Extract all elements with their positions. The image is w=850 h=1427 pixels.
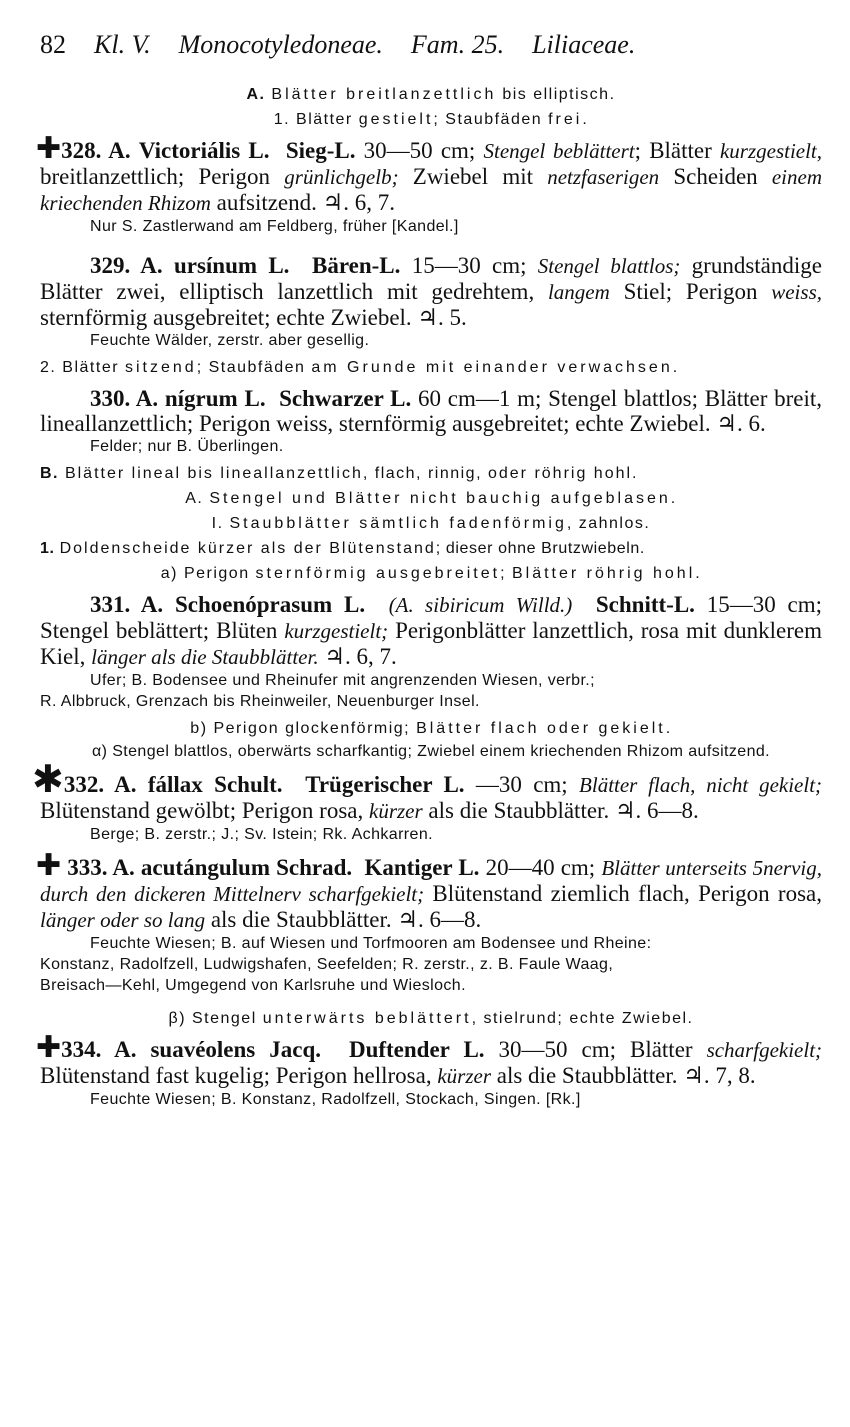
key-b-b-paren: b) Perigon glockenförmig; Blätter flach oder gekielt. — [190, 720, 672, 737]
key-alpha: α) Stengel blattlos, oberwärts scharfkantig; Zwiebel einem kriechenden Rhizom aufsitzend. — [91, 743, 771, 760]
species-entry-332: ✱332. A. fállax Schult. Trügerischer L. —30 cm; Blätter flach, nicht gekielt; Blütenstand gewölbt; Perigon rosa, kürzer als die Staubblätter. ♃. 6—8. — [32, 757, 823, 823]
cross-mark-icon: ✚ — [36, 848, 62, 883]
key-b-a-paren: a) Perigon sternförmig ausgebreitet; Blätter röhrig hohl. — [160, 565, 702, 582]
key-a: A. Blätter breitlanzettlich bis elliptisch. — [246, 86, 616, 103]
species-entry-334: ✚334. A. suavéolens Jacq. Duftender L. 30—50 cm; Blätter scharfgekielt; Blütenstand fast kugelig; Perigon hellrosa, kürzer als die Staubblätter. ♃. 7, 8. — [36, 1030, 823, 1088]
family-label: Fam. 25. — [410, 30, 505, 59]
species-entry-330: 330. A. nígrum L. Schwarzer L. 60 cm—1 m; Stengel blattlos; Blätter breit, lineallanzettlich; Perigon weiss, sternförmig ausgebreitet; echte Zwiebel. ♃. 6. — [40, 386, 823, 436]
locality-334: Feuchte Wiesen; B. Konstanz, Radolfzell, Stockach, Singen. [Rk.] — [90, 1091, 581, 1108]
locality-332: Berge; B. zerstr.; J.; Sv. Istein; Rk. Achkarren. — [90, 826, 433, 843]
key-b-a: A. Stengel und Blätter nicht bauchig aufgeblasen. — [185, 490, 677, 507]
running-header — [40, 30, 822, 60]
locality-333-cont: Konstanz, Radolfzell, Ludwigshafen, Seefelden; R. zerstr., z. B. Faule Waag, — [40, 956, 614, 973]
cross-mark-icon: ✚ — [36, 131, 62, 166]
species-entry-333: ✚ 333. A. acutángulum Schrad. Kantiger L. 20—40 cm; Blätter unterseits 5nervig, durch den dickeren Mittelnerv scharfgekielt; Blütenstand ziemlich flach, Perigon rosa, länger oder so lang als die Staubblätter. ♃. 6—8. — [36, 848, 823, 932]
species-entry-329: 329. A. ursínum L. Bären-L. 15—30 cm; Stengel blattlos; grundständige Blätter zwei, elliptisch lanzettlich mit gedrehtem, langem Stiel; Perigon weiss, sternförmig ausgebreitet; echte Zwiebel. ♃. 5. — [40, 253, 822, 330]
page-number: 82 — [40, 30, 66, 59]
key-b-i: I. Staubblätter sämtlich fadenförmig, zahnlos. — [211, 515, 651, 532]
key-beta: β) Stengel unterwärts beblättert, stielrund; echte Zwiebel. — [168, 1010, 694, 1027]
locality-333-cont2: Breisach—Kehl, Umgegend von Karlsruhe und Wiesloch. — [40, 977, 466, 994]
locality-330: Felder; nur B. Überlingen. — [90, 438, 284, 455]
locality-329: Feuchte Wälder, zerstr. aber gesellig. — [90, 332, 370, 349]
species-entry-331: 331. A. Schoenóprasum L. (A. sibiricum Willd.) Schnitt-L. 15—30 cm; Stengel beblättert; Blüten kurzgestielt; Perigonblätter lanzettlich, rosa mit dunklerem Kiel, länger als die Staubblätter. ♃. 6, 7. — [40, 592, 823, 669]
key-b-1: 1. Doldenscheide kürzer als der Blütenstand; dieser ohne Brutzwiebeln. — [40, 540, 645, 557]
class-name: Monocotyledoneae. — [178, 30, 383, 59]
class-label: Kl. V. — [94, 30, 151, 59]
locality-333: Feuchte Wiesen; B. auf Wiesen und Torfmooren am Bodensee und Rheine: — [90, 935, 652, 952]
family-name: Liliaceae. — [532, 30, 636, 59]
locality-331-cont: R. Albbruck, Grenzach bis Rheinweiler, Neuenburger Insel. — [40, 693, 480, 710]
cross-mark-icon: ✚ — [36, 1030, 62, 1065]
locality-331: Ufer; B. Bodensee und Rheinufer mit angrenzenden Wiesen, verbr.; — [90, 672, 595, 689]
locality-328: Nur S. Zastlerwand am Feldberg, früher [Kandel.] — [90, 218, 459, 235]
species-entry-328: ✚328. A. Victoriális L. Sieg-L. 30—50 cm; Stengel beblättert; Blätter kurzgestielt, breitlanzettlich; Perigon grünlichgelb; Zwiebel mit netzfaserigen Scheiden einem kriechenden Rhizom aufsitzend. ♃. 6, 7. — [36, 131, 823, 215]
key-1: 1. Blätter gestielt; Staubfäden frei. — [273, 111, 589, 128]
asterisk-mark-icon: ✱ — [32, 757, 64, 801]
key-2: 2. Blätter sitzend; Staubfäden am Grunde mit einander verwachsen. — [40, 359, 679, 376]
key-b: B. Blätter lineal bis lineallanzettlich, flach, rinnig, oder röhrig hohl. — [40, 465, 638, 482]
